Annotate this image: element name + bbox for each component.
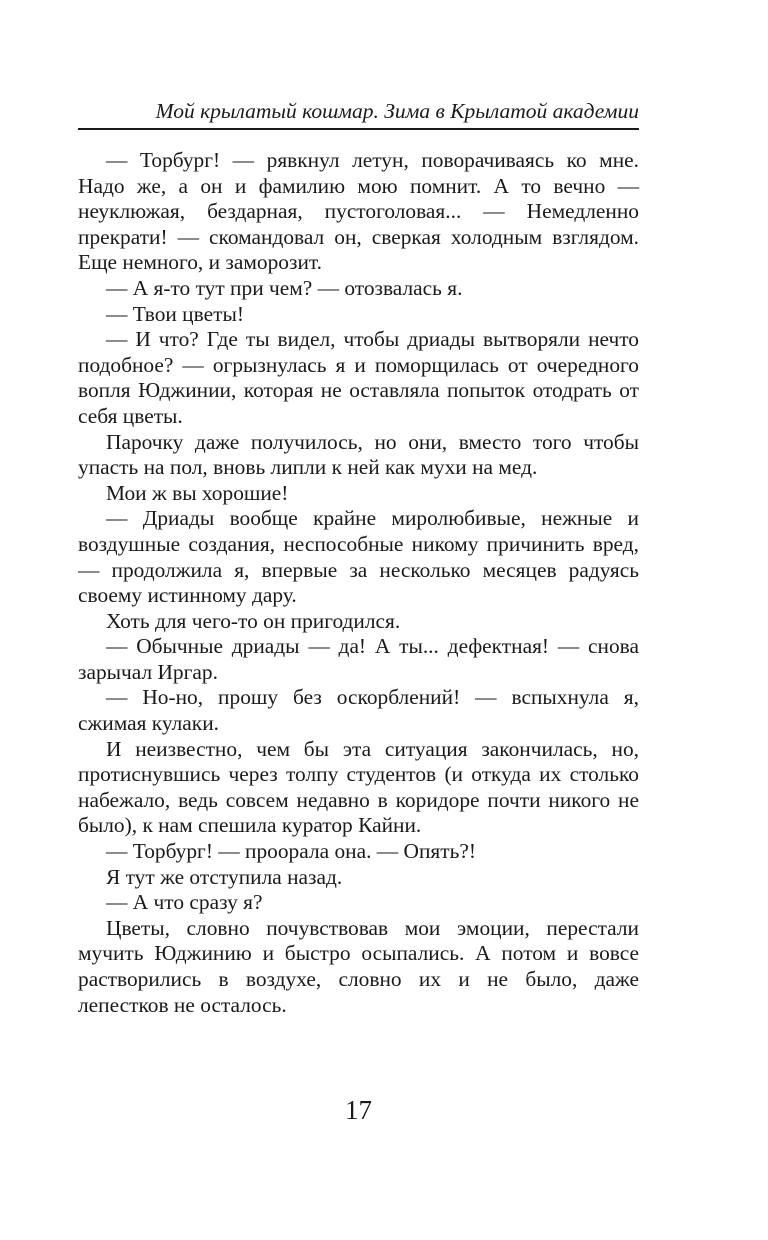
paragraph-3: — Твои цветы! <box>106 301 244 326</box>
paragraph-2: — А я-то тут при чем? — отозвалась я. <box>106 275 463 300</box>
paragraph-12: — Торбург! — проорала она. — Опять?! <box>106 839 476 864</box>
paragraph-6: Мои ж вы хорошие! <box>106 480 289 505</box>
page-number: 17 <box>345 1095 372 1125</box>
paragraph-7: — Дриады вообще крайне миролюбивые, нежные и воздушные создания, неспособные никому причинить вред, — продолжила я, впервые за несколько месяцев радуясь своему истинному дару. <box>78 506 639 608</box>
header-rule <box>78 128 639 130</box>
body-text <box>78 148 639 1018</box>
paragraph-14: — А что сразу я? <box>106 890 263 915</box>
paragraph-15: Цветы, словно почувствовав мои эмоции, перестали мучить Юджинию и быстро осыпались. А потом и вовсе растворились в воздухе, словно их и не было, даже лепестков не осталось. <box>78 915 639 1017</box>
paragraph-8: Хоть для чего-то он пригодился. <box>106 608 401 633</box>
paragraph-13: Я тут же отступила назад. <box>106 864 343 889</box>
paragraph-5: Парочку даже получилось, но они, вместо того чтобы упасть на пол, вновь липли к ней как мухи на мед. <box>78 429 639 480</box>
paragraph-4: — И что? Где ты видел, чтобы дриады вытворяли нечто подобное? — огрызнулась я и поморщилась от очередного вопля Юджинии, которая не оставляла попыток отодрать от себя цветы. <box>78 327 639 428</box>
running-title: Мой крылатый кошмар. Зима в Крылатой академии <box>155 99 639 123</box>
paragraph-9: — Обычные дриады — да! А ты... дефектная! — снова зарычал Иргар. <box>78 634 639 684</box>
paragraph-1: — Торбург! — рявкнул летун, поворачиваясь ко мне. Надо же, а он и фамилию мою помнит. А то вечно — неуклюжая, бездарная, пустоголовая... — Немедленно прекрати! — скомандовал он, сверкая холодным взглядом. Еще немного, и заморозит. <box>78 148 639 275</box>
paragraph-10: — Но-но, прошу без оскорблений! — вспыхнула я, сжимая кулаки. <box>78 685 639 736</box>
paragraph-11: И неизвестно, чем бы эта ситуация закончилась, но, протиснувшись через толпу студентов (и откуда их столько набежало, ведь совсем недавно в коридоре почти никого не было), к нам спешила куратор Кайни. <box>78 736 639 838</box>
